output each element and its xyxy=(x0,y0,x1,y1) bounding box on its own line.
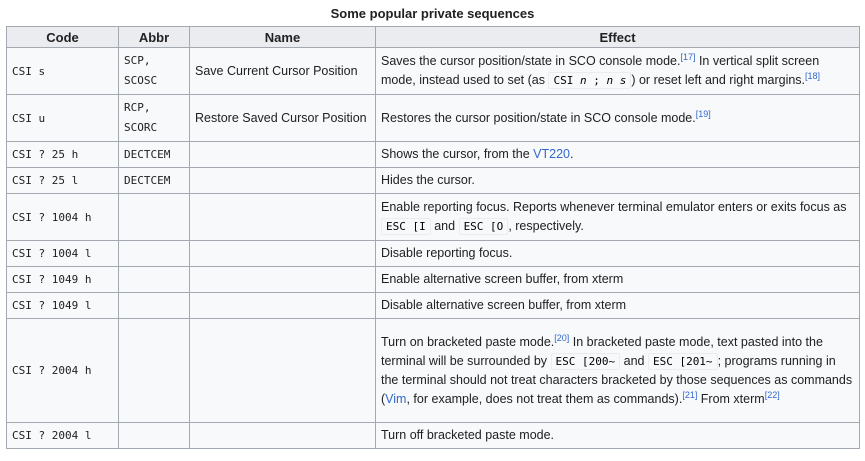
effect-text: . xyxy=(570,147,574,161)
reference-link[interactable]: [18] xyxy=(805,70,821,81)
header-row xyxy=(7,27,860,48)
abbr-text: SCORC xyxy=(124,121,158,134)
code-param: s xyxy=(619,74,627,87)
effect-cell: Disable alternative screen buffer, from xterm xyxy=(376,293,860,319)
effect-cell: Disable reporting focus. xyxy=(376,241,860,267)
abbr-text: RCP, xyxy=(124,101,151,114)
effect-cell xyxy=(376,95,860,142)
name-cell xyxy=(190,423,376,449)
code-cell: CSI ? 25 h xyxy=(7,142,119,168)
code-cell: CSI ? 2004 h xyxy=(7,319,119,423)
effect-cell xyxy=(376,319,860,423)
effect-text: ; programs running in the terminal should not treat characters bracketed by those sequences as commands ( xyxy=(381,353,853,406)
inline-code: ESC [201~ xyxy=(648,353,718,370)
reference-link[interactable]: [22] xyxy=(764,389,780,400)
inline-code: ESC [200~ xyxy=(551,353,621,370)
code-cell: CSI ? 1004 l xyxy=(7,241,119,267)
table-caption: Some popular private sequences xyxy=(330,6,535,21)
abbr-cell xyxy=(119,423,190,449)
table-row xyxy=(7,168,860,194)
table-row xyxy=(7,95,860,142)
code-cell: CSI ? 2004 l xyxy=(7,423,119,449)
effect-text: Shows the cursor, from the xyxy=(381,147,534,161)
name-cell xyxy=(190,142,376,168)
effect-cell xyxy=(376,48,860,95)
abbr-text: SCOSC xyxy=(124,74,158,87)
effect-text: Restores the cursor position/state in SCO console mode. xyxy=(381,110,696,125)
inline-code: ESC [O xyxy=(459,218,509,235)
abbr-cell xyxy=(119,267,190,293)
header-code[interactable]: Code xyxy=(7,27,119,48)
name-cell: Restore Saved Cursor Position xyxy=(190,95,376,142)
code-cell: CSI ? 25 l xyxy=(7,168,119,194)
name-cell xyxy=(190,241,376,267)
name-cell: Save Current Cursor Position xyxy=(190,48,376,95)
code-cell: CSI u xyxy=(7,95,119,142)
effect-text: ) or reset left and right margins. xyxy=(631,73,806,87)
header-effect[interactable]: Effect xyxy=(376,27,860,48)
reference-link[interactable]: [21] xyxy=(682,389,698,400)
inline-code: ESC [I xyxy=(381,218,431,235)
abbr-text: SCP, xyxy=(124,54,151,67)
name-cell xyxy=(190,293,376,319)
code-param: n xyxy=(606,74,614,87)
effect-text: , respectively. xyxy=(508,219,584,233)
vt220-link[interactable]: VT220 xyxy=(533,147,570,161)
abbr-cell xyxy=(119,319,190,423)
effect-cell xyxy=(376,194,860,241)
abbr-cell xyxy=(119,241,190,267)
table-row xyxy=(7,48,860,95)
name-cell xyxy=(190,267,376,293)
effect-cell: Hides the cursor. xyxy=(376,168,860,194)
effect-cell: Turn off bracketed paste mode. xyxy=(376,423,860,449)
inline-code xyxy=(548,72,631,89)
effect-text: In bracketed paste mode, text pasted into the terminal will be surrounded by xyxy=(381,334,823,368)
effect-cell xyxy=(376,142,860,168)
table-row xyxy=(7,241,860,267)
abbr-cell: DECTCEM xyxy=(119,142,190,168)
table-row xyxy=(7,423,860,449)
code-text: ; xyxy=(593,74,600,87)
effect-text: Turn on bracketed paste mode. xyxy=(381,334,555,349)
table-row xyxy=(7,293,860,319)
table-row xyxy=(7,267,860,293)
header-name[interactable]: Name xyxy=(190,27,376,48)
name-cell xyxy=(190,319,376,423)
code-text: CSI xyxy=(553,74,574,87)
effect-text: Enable reporting focus. Reports whenever terminal emulator enters or exits focus as xyxy=(381,200,847,214)
code-cell: CSI ? 1004 h xyxy=(7,194,119,241)
reference-link[interactable]: [17] xyxy=(680,51,696,62)
table-row xyxy=(7,194,860,241)
header-abbr[interactable]: Abbr xyxy=(119,27,190,48)
code-cell: CSI ? 1049 h xyxy=(7,267,119,293)
table-row xyxy=(7,319,860,423)
effect-text: Saves the cursor position/state in SCO console mode. xyxy=(381,54,681,68)
abbr-cell xyxy=(119,194,190,241)
reference-link[interactable]: [19] xyxy=(695,108,711,119)
abbr-cell: DECTCEM xyxy=(119,168,190,194)
name-cell xyxy=(190,194,376,241)
effect-text: In vertical split screen mode, instead used to set (as xyxy=(381,54,820,87)
abbr-cell xyxy=(119,293,190,319)
effect-text: , for example, does not treat them as commands). xyxy=(406,391,683,406)
reference-link[interactable]: [20] xyxy=(554,332,570,343)
table-row xyxy=(7,142,860,168)
code-cell: CSI s xyxy=(7,48,119,95)
name-cell xyxy=(190,168,376,194)
vim-link[interactable]: Vim xyxy=(385,391,407,406)
effect-cell: Enable alternative screen buffer, from xterm xyxy=(376,267,860,293)
abbr-cell xyxy=(119,48,190,95)
code-cell: CSI ? 1049 l xyxy=(7,293,119,319)
abbr-cell xyxy=(119,95,190,142)
private-sequences-table xyxy=(6,26,860,449)
code-param: n xyxy=(579,74,587,87)
effect-text: From xterm xyxy=(697,391,765,406)
effect-text: and xyxy=(430,219,459,233)
effect-text: and xyxy=(620,353,648,368)
